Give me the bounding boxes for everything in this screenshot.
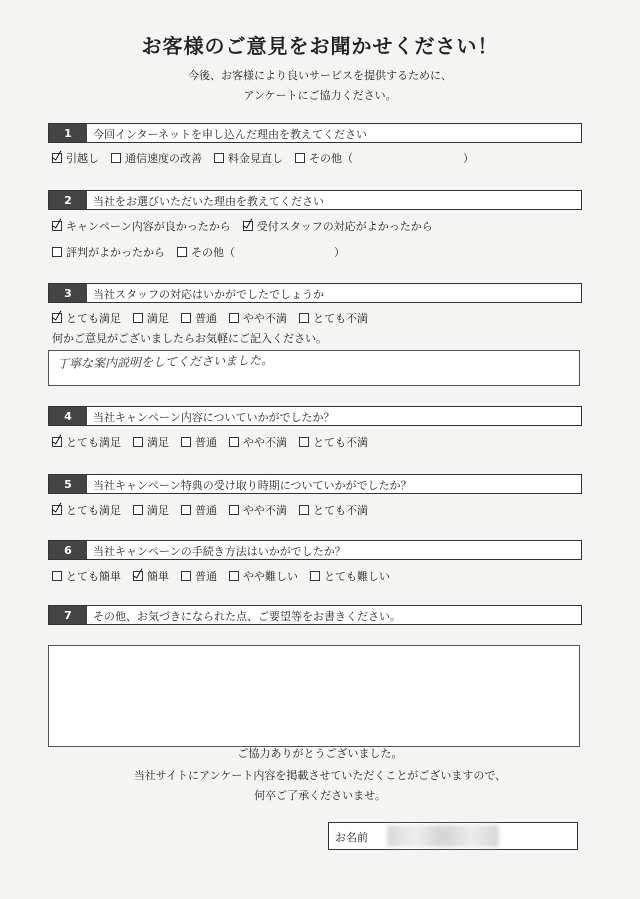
option-checkbox[interactable]	[52, 568, 121, 584]
option-label: 満足	[147, 504, 169, 517]
question-7-header	[48, 605, 582, 625]
question-text: 当社キャンペーン特典の受け取り時期についていかがでしたか？	[93, 479, 412, 492]
option-label: 普通	[195, 504, 217, 517]
empty-box-icon[interactable]	[52, 571, 62, 581]
question-number: 2	[49, 191, 87, 209]
empty-box-icon[interactable]	[181, 571, 191, 581]
question-text: 当社キャンペーン内容についていかがでしたか？	[93, 411, 335, 424]
checked-box-icon[interactable]	[133, 571, 143, 581]
empty-box-icon[interactable]	[229, 571, 239, 581]
option-checkbox[interactable]	[52, 434, 121, 450]
question-6-header	[48, 540, 582, 560]
option-checkbox[interactable]	[181, 434, 217, 450]
question-3-options	[52, 310, 380, 326]
option-checkbox[interactable]	[299, 502, 368, 518]
option-label: 引越し	[66, 152, 99, 165]
question-number: 1	[49, 124, 87, 142]
question-3-header	[48, 283, 582, 303]
checked-box-icon[interactable]	[52, 505, 62, 515]
redacted-name	[387, 825, 499, 847]
question-5-options	[52, 502, 380, 518]
option-label: 受付スタッフの対応がよかったから	[256, 220, 433, 233]
option-label: とても不満	[313, 312, 368, 325]
question-text: 今回インターネットを申し込んだ理由を教えてください	[93, 128, 368, 141]
question-4-options	[52, 434, 380, 450]
option-label: 普通	[195, 436, 217, 449]
checked-box-icon[interactable]	[243, 221, 253, 231]
empty-box-icon[interactable]	[181, 505, 191, 515]
option-checkbox[interactable]	[229, 310, 287, 326]
option-checkbox[interactable]	[111, 150, 202, 166]
question-4-header	[48, 406, 582, 426]
question-number: 6	[49, 541, 87, 559]
empty-box-icon[interactable]	[52, 247, 62, 257]
checked-box-icon[interactable]	[52, 313, 62, 323]
question-text: 当社キャンペーンの手続き方法はいかがでしたか？	[93, 545, 346, 558]
question-5-header	[48, 474, 582, 494]
empty-box-icon[interactable]	[299, 437, 309, 447]
option-label: とても不満	[313, 504, 368, 517]
option-label: とても難しい	[324, 570, 390, 583]
empty-box-icon[interactable]	[229, 313, 239, 323]
empty-box-icon[interactable]	[133, 437, 143, 447]
option-checkbox[interactable]	[299, 434, 368, 450]
empty-box-icon[interactable]	[310, 571, 320, 581]
question-1-options	[52, 150, 486, 166]
question-1-header	[48, 123, 582, 143]
empty-box-icon[interactable]	[295, 153, 305, 163]
question-2-options	[52, 244, 357, 260]
empty-box-icon[interactable]	[214, 153, 224, 163]
option-checkbox[interactable]	[295, 150, 474, 166]
empty-box-icon[interactable]	[181, 313, 191, 323]
option-label: とても満足	[66, 436, 121, 449]
empty-box-icon[interactable]	[299, 313, 309, 323]
option-checkbox[interactable]	[310, 568, 390, 584]
empty-box-icon[interactable]	[133, 313, 143, 323]
option-label: 普通	[195, 312, 217, 325]
option-label: やや不満	[243, 504, 287, 517]
option-checkbox[interactable]	[52, 244, 165, 260]
option-checkbox[interactable]	[229, 502, 287, 518]
option-checkbox[interactable]	[177, 244, 345, 260]
empty-box-icon[interactable]	[177, 247, 187, 257]
option-label: やや不満	[243, 436, 287, 449]
question-text: 当社をお選びいただいた理由を教えてください	[93, 195, 324, 208]
option-label: 満足	[147, 436, 169, 449]
option-label: キャンペーン内容が良かったから	[66, 220, 231, 233]
option-label: やや不満	[243, 312, 287, 325]
intro-line-1: 今後、お客様により良いサービスを提供するために、	[188, 69, 452, 82]
option-label: やや難しい	[243, 570, 298, 583]
checked-box-icon[interactable]	[52, 153, 62, 163]
option-label: とても不満	[313, 436, 368, 449]
question-2-header	[48, 190, 582, 210]
option-label: 普通	[195, 570, 217, 583]
option-checkbox[interactable]	[52, 150, 99, 166]
empty-box-icon[interactable]	[181, 437, 191, 447]
option-checkbox[interactable]	[133, 502, 169, 518]
empty-box-icon[interactable]	[111, 153, 121, 163]
option-checkbox[interactable]	[181, 502, 217, 518]
question-number: 7	[49, 606, 87, 624]
question-number: 5	[49, 475, 87, 493]
option-label: とても満足	[66, 504, 121, 517]
option-checkbox[interactable]	[52, 310, 121, 326]
option-label: 通信速度の改善	[125, 152, 202, 165]
option-checkbox[interactable]	[243, 218, 433, 234]
option-label: その他（ ）	[309, 152, 474, 165]
option-label: 料金見直し	[228, 152, 283, 165]
empty-box-icon[interactable]	[133, 505, 143, 515]
question-3-comment-box[interactable]	[48, 350, 580, 386]
option-label: 簡単	[147, 570, 169, 583]
option-checkbox[interactable]	[299, 310, 368, 326]
option-label: その他（ ）	[191, 246, 345, 259]
empty-box-icon[interactable]	[229, 505, 239, 515]
handwritten-comment: 丁寧な案内説明をしてくださいました。	[56, 353, 274, 371]
closing-request: 何卒ご了承くださいませ。	[254, 789, 386, 802]
question-text: 当社スタッフの対応はいかがでしたでしょうか	[93, 288, 324, 301]
option-checkbox[interactable]	[181, 310, 217, 326]
option-checkbox[interactable]	[181, 568, 217, 584]
checked-box-icon[interactable]	[52, 437, 62, 447]
option-checkbox[interactable]	[52, 218, 231, 234]
option-label: とても簡単	[66, 570, 121, 583]
option-checkbox[interactable]	[133, 434, 169, 450]
checked-box-icon[interactable]	[52, 221, 62, 231]
closing-notice: 当社サイトにアンケート内容を掲載させていただくことがございますので、	[133, 769, 507, 782]
question-text: その他、お気づきになられた点、ご要望等をお書きください。	[93, 610, 401, 623]
option-checkbox[interactable]	[229, 434, 287, 450]
option-checkbox[interactable]	[133, 310, 169, 326]
empty-box-icon[interactable]	[299, 505, 309, 515]
closing-thanks: ご協力ありがとうございました。	[237, 747, 403, 760]
option-label: 評判がよかったから	[66, 246, 165, 259]
option-checkbox[interactable]	[214, 150, 283, 166]
question-2-options	[52, 218, 445, 234]
survey-title: お客様のご意見をお聞かせください！	[141, 34, 499, 58]
question-number: 3	[49, 284, 87, 302]
intro-line-2: アンケートにご協力ください。	[243, 89, 397, 102]
empty-box-icon[interactable]	[229, 437, 239, 447]
question-number: 4	[49, 407, 87, 425]
option-checkbox[interactable]	[133, 568, 169, 584]
option-checkbox[interactable]	[52, 502, 121, 518]
name-field[interactable]	[328, 822, 578, 850]
name-label: お名前	[335, 831, 368, 844]
option-checkbox[interactable]	[229, 568, 298, 584]
comment-prompt: 何かご意見がございましたらお気軽にご記入ください。	[52, 332, 327, 345]
option-label: 満足	[147, 312, 169, 325]
question-7-comment-box[interactable]	[48, 645, 580, 747]
question-6-options	[52, 568, 402, 584]
option-label: とても満足	[66, 312, 121, 325]
